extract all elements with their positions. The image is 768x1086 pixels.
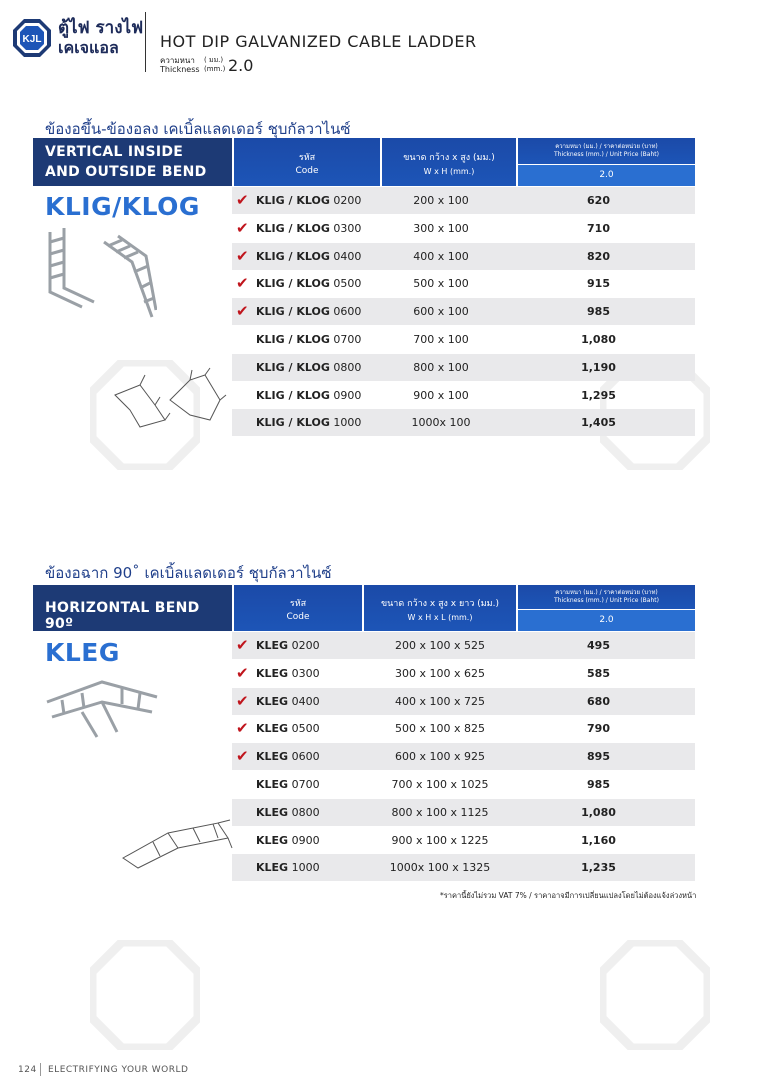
check-icon: ✔ (236, 191, 249, 209)
col-code-en: Code (286, 612, 310, 622)
size-cell: 600 x 100 x 925 (395, 750, 485, 764)
code-prefix: KLIG / KLOG (256, 388, 330, 402)
section1-col-thickness: 2.0 (518, 165, 695, 186)
col-size-en: W x H (mm.) (423, 167, 475, 176)
header-divider (145, 12, 146, 72)
vertical-bend-photo (42, 222, 157, 327)
code-text (256, 187, 361, 214)
check-icon: ✔ (236, 274, 249, 293)
table-row (232, 354, 695, 381)
col-price-th: ความหนา (มม.) / ราคาต่อหน่วย (บาท) (555, 143, 658, 150)
section2-col-price (518, 585, 695, 609)
watermark-logo-icon (90, 940, 200, 1050)
size-cell: 200 x 100 (413, 194, 469, 207)
page-number: 124 (18, 1065, 37, 1075)
size-cell: 800 x 100 (413, 360, 469, 374)
col-price-th: ความหนา (มม.) / ราคาต่อหน่วย (บาท) (555, 589, 658, 596)
price-cell: 1,405 (581, 416, 616, 430)
table-row (232, 326, 695, 353)
code-number: 0800 (333, 360, 362, 374)
size-cell: 900 x 100 x 1225 (391, 833, 489, 847)
code-cell (232, 382, 380, 409)
thickness-unit-th: ( มม.) (204, 56, 224, 64)
code-text (256, 854, 320, 881)
code-number: 0900 (291, 833, 320, 847)
price-cell: 820 (587, 249, 610, 263)
code-prefix: KLEG (256, 833, 289, 847)
price-cell: 585 (587, 666, 610, 680)
section2-col-thickness: 2.0 (518, 610, 695, 631)
svg-text:KJL: KJL (22, 34, 42, 45)
price-cell: 495 (587, 639, 610, 652)
code-prefix: KLEG (256, 750, 289, 764)
check-icon: ✔ (236, 691, 249, 710)
table-row (232, 854, 695, 881)
code-prefix: KLIG / KLOG (256, 305, 330, 319)
size-cell: 400 x 100 x 725 (395, 694, 485, 708)
code-cell (232, 715, 380, 742)
code-text (256, 409, 361, 436)
code-cell (232, 827, 380, 854)
section2-category (33, 585, 232, 631)
code-text (256, 243, 361, 270)
table-row (232, 409, 695, 436)
section2-col-code (234, 585, 362, 631)
code-number: 0500 (291, 722, 320, 736)
size-cell: 700 x 100 x 1025 (391, 778, 489, 791)
section1-heading: ข้องอขึ้น-ข้องอลง เคเบิ้ลแลดเดอร์ ชุบกัลวาไนซ์ (45, 120, 351, 138)
table-row (232, 827, 695, 854)
table-row (232, 298, 695, 325)
check-icon: ✔ (236, 636, 249, 654)
code-number: 0600 (333, 305, 362, 319)
code-prefix: KLIG / KLOG (256, 194, 330, 207)
thickness-value: 2.0 (228, 56, 254, 75)
size-cell: 800 x 100 x 1125 (391, 805, 489, 819)
code-text (256, 215, 361, 242)
footer-divider (40, 1063, 41, 1076)
code-number: 0400 (291, 694, 320, 708)
size-cell: 400 x 100 (413, 249, 469, 263)
code-prefix: KLIG / KLOG (256, 416, 330, 430)
code-cell (232, 688, 380, 715)
price-cell: 915 (587, 277, 610, 291)
size-cell: 300 x 100 (413, 221, 469, 235)
check-icon: ✔ (236, 747, 249, 766)
check-icon: ✔ (236, 719, 249, 738)
size-cell: 500 x 100 (413, 277, 469, 291)
code-prefix: KLIG / KLOG (256, 249, 330, 263)
code-cell (232, 854, 380, 881)
table-row (232, 771, 695, 798)
price-cell: 985 (587, 778, 610, 791)
code-cell (232, 243, 380, 270)
code-number: 1000 (291, 861, 320, 875)
check-icon: ✔ (236, 218, 249, 237)
price-cell: 1,080 (581, 333, 616, 346)
code-number: 0500 (333, 277, 362, 291)
code-number: 0900 (333, 388, 362, 402)
thickness-unit-en: (mm.) (204, 65, 226, 73)
thickness-label-en: Thickness (160, 65, 200, 74)
check-icon: ✔ (236, 302, 249, 321)
code-cell (232, 215, 380, 242)
price-cell: 985 (587, 305, 610, 319)
table-row (232, 270, 695, 297)
col-price-en: Thickness (mm.) / Unit Price (Baht) (554, 151, 659, 158)
size-cell: 900 x 100 (413, 388, 469, 402)
code-text (256, 771, 320, 798)
brand-thai-line2: เคเจแอล (58, 38, 119, 57)
code-number: 0700 (291, 778, 320, 791)
table-row (232, 187, 695, 214)
code-prefix: KLIG / KLOG (256, 333, 330, 346)
check-icon: ✔ (236, 663, 249, 682)
code-cell (232, 187, 380, 214)
code-prefix: KLEG (256, 639, 289, 652)
code-text (256, 660, 320, 687)
code-prefix: KLEG (256, 778, 289, 791)
price-cell: 680 (587, 694, 610, 708)
code-number: 0600 (291, 750, 320, 764)
code-cell (232, 354, 380, 381)
table-row (232, 243, 695, 270)
section1-col-size (382, 138, 516, 186)
price-cell: 710 (587, 221, 610, 235)
code-number: 0400 (333, 249, 362, 263)
code-cell (232, 660, 380, 687)
size-cell: 500 x 100 x 825 (395, 722, 485, 736)
code-text (256, 354, 361, 381)
code-prefix: KLIG / KLOG (256, 360, 330, 374)
size-cell: 600 x 100 (413, 305, 469, 319)
table-row (232, 215, 695, 242)
thickness-unit (204, 56, 225, 74)
col-code-en: Code (295, 166, 319, 176)
code-number: 0800 (291, 805, 320, 819)
code-text (256, 632, 320, 659)
code-text (256, 799, 320, 826)
price-cell: 620 (587, 194, 610, 207)
page-title: HOT DIP GALVANIZED CABLE LADDER (160, 32, 477, 51)
code-prefix: KLEG (256, 694, 289, 708)
col-code-th: รหัส (289, 599, 307, 609)
horizontal-bend-photo (42, 672, 162, 742)
table-row (232, 632, 695, 659)
code-number: 1000 (333, 416, 362, 430)
code-prefix: KLEG (256, 805, 289, 819)
code-prefix: KLEG (256, 722, 289, 736)
price-cell: 790 (587, 722, 610, 736)
code-prefix: KLIG / KLOG (256, 221, 330, 235)
code-prefix: KLEG (256, 666, 289, 680)
section1-category-line2: AND OUTSIDE BEND (45, 164, 207, 180)
code-number: 0200 (291, 639, 320, 652)
code-cell (232, 743, 380, 770)
price-cell: 895 (587, 750, 610, 764)
code-cell (232, 298, 380, 325)
col-price-en: Thickness (mm.) / Unit Price (Baht) (554, 597, 659, 604)
table-row (232, 688, 695, 715)
code-text (256, 382, 361, 409)
section1-col-code (234, 138, 380, 186)
section2-category-label: HORIZONTAL BEND 90º (45, 600, 200, 632)
code-number: 0300 (333, 221, 362, 235)
vertical-bend-drawing (110, 365, 230, 435)
section2-product-name: KLEG (45, 638, 120, 667)
section1-category (33, 138, 232, 186)
footer-tagline: ELECTRIFYING YOUR WORLD (48, 1065, 189, 1075)
code-text (256, 688, 320, 715)
code-number: 0200 (333, 194, 362, 207)
section1-category-line1: VERTICAL INSIDE (45, 144, 184, 160)
section2-col-size (364, 585, 516, 631)
code-text (256, 827, 320, 854)
table-row (232, 382, 695, 409)
size-cell: 700 x 100 (413, 333, 469, 346)
section1-col-price (518, 138, 695, 164)
check-icon: ✔ (236, 246, 249, 265)
code-number: 0300 (291, 666, 320, 680)
price-cell: 1,295 (581, 388, 616, 402)
code-number: 0700 (333, 333, 362, 346)
code-cell (232, 632, 380, 659)
code-cell (232, 771, 380, 798)
col-code-th: รหัส (298, 153, 316, 163)
size-cell: 200 x 100 x 525 (395, 639, 485, 652)
code-cell (232, 409, 380, 436)
table-row (232, 799, 695, 826)
table-row (232, 660, 695, 687)
code-cell (232, 270, 380, 297)
code-cell (232, 799, 380, 826)
col-size-th: ขนาด กว้าง x สูง x ยาว (มม.) (381, 599, 499, 609)
thickness-label-th: ความหนา (160, 56, 195, 65)
horizontal-bend-drawing (118, 818, 233, 878)
section1-product-name: KLIG/KLOG (45, 192, 200, 221)
col-size-th: ขนาด กว้าง x สูง (มม.) (403, 153, 495, 163)
code-text (256, 715, 320, 742)
thickness-label (160, 56, 200, 74)
brand-thai-line1: ตู้ไฟ รางไฟ (58, 18, 144, 38)
code-cell (232, 326, 380, 353)
col-size-en: W x H x L (mm.) (407, 613, 473, 622)
price-cell: 1,080 (581, 805, 616, 819)
code-text (256, 743, 320, 770)
table-row (232, 715, 695, 742)
kjl-logo-icon (12, 18, 52, 58)
code-text (256, 298, 361, 325)
table-row (232, 743, 695, 770)
watermark-logo-icon (600, 940, 710, 1050)
price-cell: 1,160 (581, 833, 616, 847)
size-cell: 1000x 100 x 1325 (389, 861, 491, 875)
code-prefix: KLIG / KLOG (256, 277, 330, 291)
size-cell: 300 x 100 x 625 (395, 666, 485, 680)
code-prefix: KLEG (256, 861, 289, 875)
size-cell: 1000x 100 (411, 416, 471, 430)
section2-heading: ข้องอฉาก 90˚ เคเบิ้ลแลดเดอร์ ชุบกัลวาไนซ์ (45, 564, 332, 582)
price-cell: 1,235 (581, 861, 616, 875)
price-cell: 1,190 (581, 360, 616, 374)
code-text (256, 270, 361, 297)
price-footnote: *ราคานี้ยังไม่รวม VAT 7% / ราคาอาจมีการเปลี่ยนแปลงโดยไม่ต้องแจ้งล่วงหน้า (440, 891, 697, 900)
code-text (256, 326, 361, 353)
